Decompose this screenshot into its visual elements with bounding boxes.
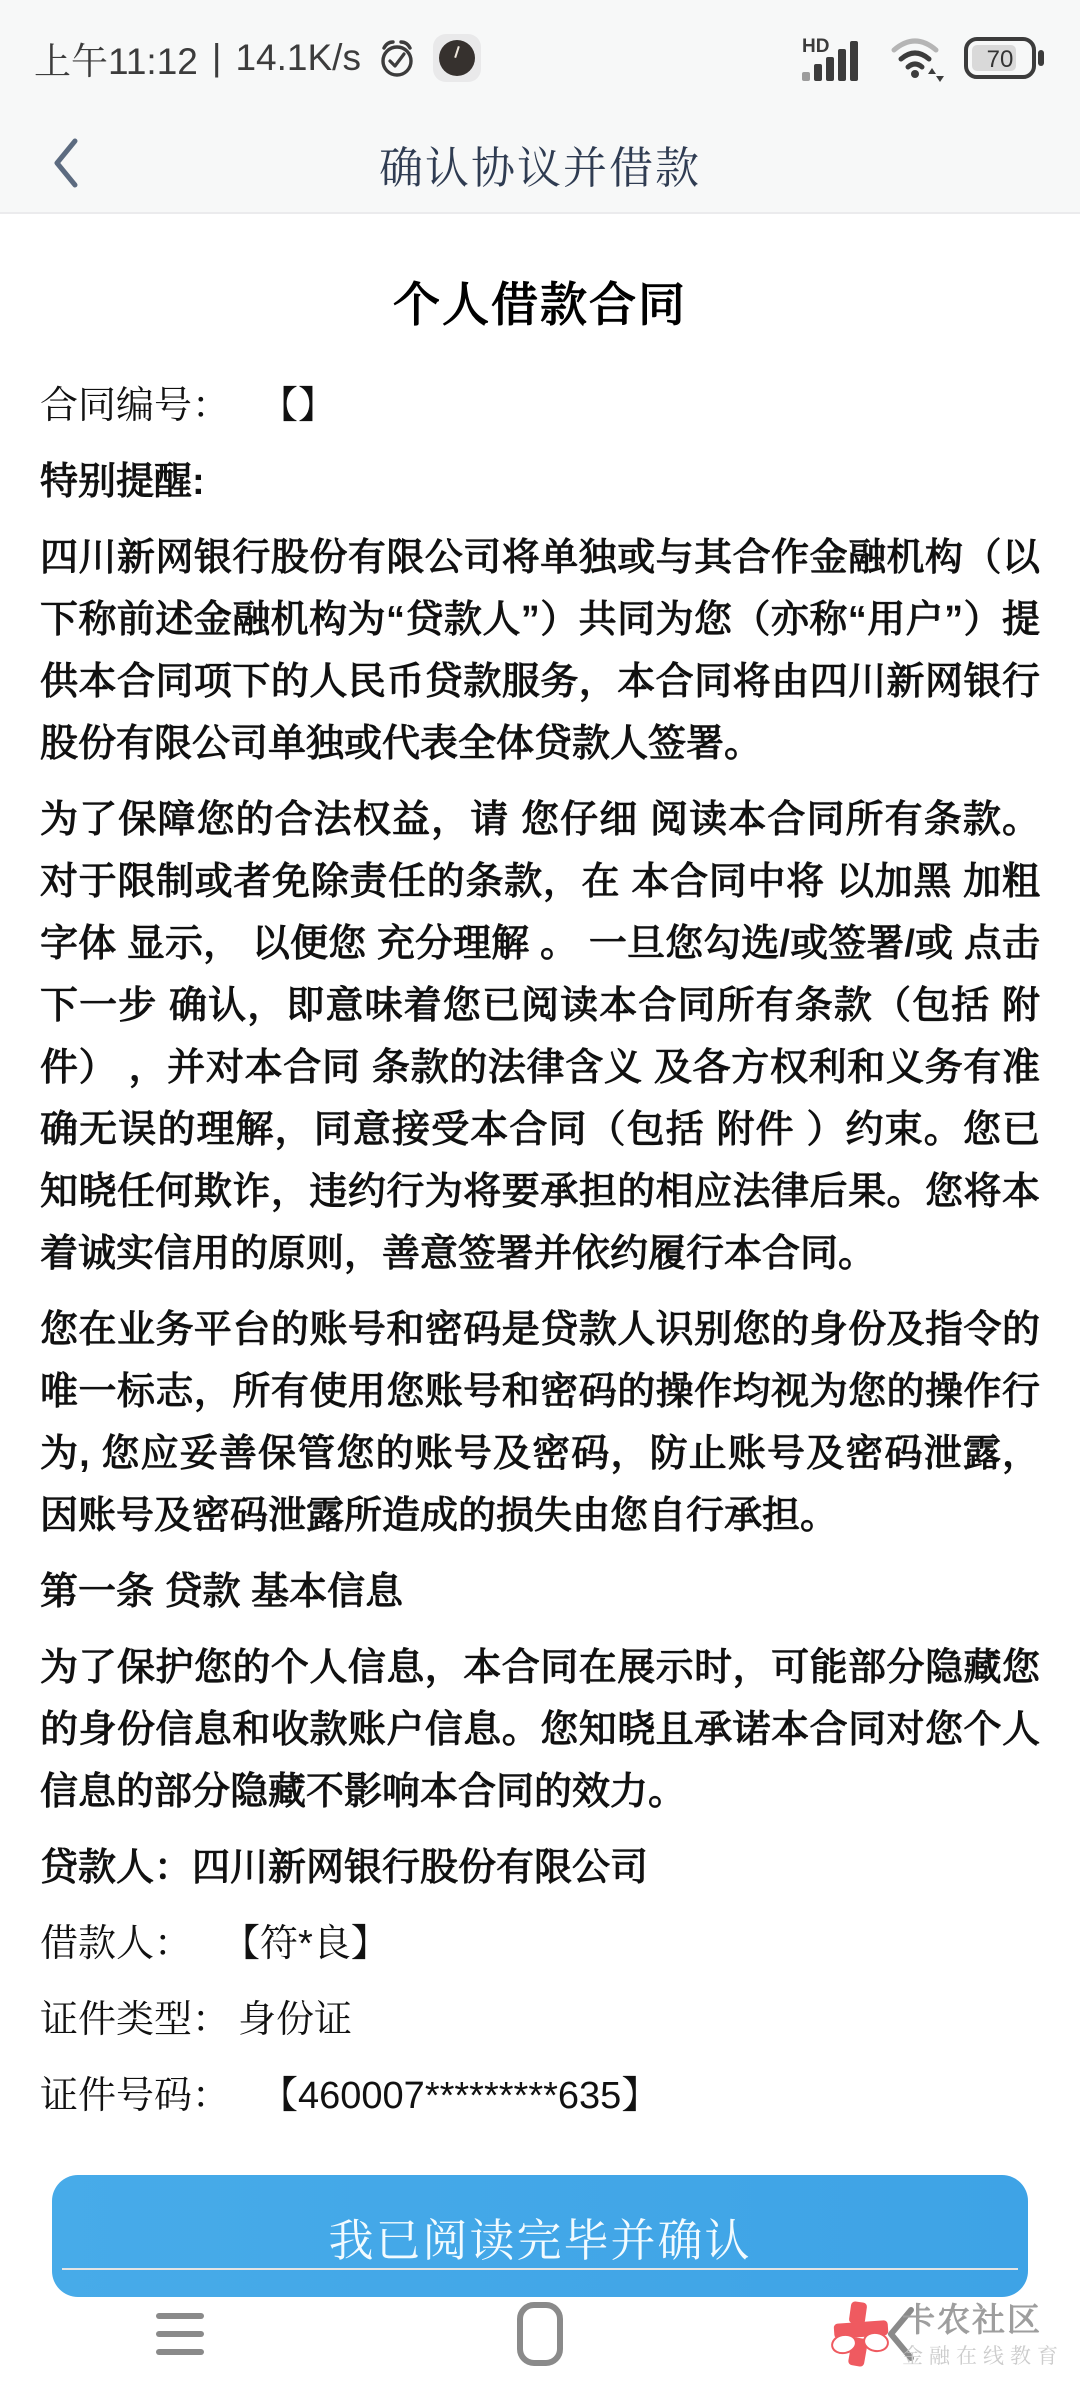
signal-bars-icon (794, 34, 872, 82)
contract-paragraph-2: 为了保障您的合法权益，请 您仔细 阅读本合同所有条款。对于限制或者免除责任的条款，在 本合同中将 以加黑 加粗字体 显示， 以便您 充分理解 。 一旦您勾选/或签署/或 点击下一步 确认，即意味着您已阅读本合同所有条款（包括 附件） ，并对本合同 条款的法律含义 及各方权利和义务有准确无误的理解，同意接受本合同（包括 附件 ）约束。您已知晓任何欺诈，违约行为将要承担的相应法律后果。您将本着诚实信用的原则，善意签署并依约履行本合同。 (40, 799, 1040, 1275)
id-type-line (40, 1989, 1040, 2051)
id-type-value: 身份证 (238, 1999, 353, 2041)
chevron-left-icon (49, 135, 83, 191)
contract-no-label: 合同编号： (40, 385, 231, 427)
home-icon (514, 2301, 566, 2367)
watermark-title: 卡农社区 (902, 2301, 1042, 2339)
id-number-label: 证件号码： (40, 2075, 231, 2117)
status-divider: | (211, 37, 222, 78)
confirm-read-button[interactable]: 我已阅读完毕并确认 (52, 2175, 1028, 2297)
contract-body (0, 214, 1080, 2297)
id-type-label: 证件类型： (40, 1999, 231, 2041)
lender-line (40, 1837, 1040, 1899)
watermark (830, 2300, 1064, 2370)
borrower-label: 借款人： (40, 1923, 193, 1965)
back-button[interactable] (36, 130, 96, 196)
menu-icon (152, 2303, 208, 2365)
contract-paragraph-3: 您在业务平台的账号和密码是贷款人识别您的身份及指令的唯一标志，所有使用您账号和密码的操作均视为您的操作行为, 您应妥善保管您的账号及密码，防止账号及密码泄露，因账号及密码泄露所造成的损失由您自行承担。 (40, 1309, 1040, 1537)
contract-paragraph-4: 为了保护您的个人信息，本合同在展示时，可能部分隐藏您的身份信息和收款账户信息。您知晓且承诺本合同对您个人信息的部分隐藏不影响本合同的效力。 (40, 1647, 1040, 1813)
contract-no-line (40, 375, 1040, 437)
battery-level: 70 (986, 46, 1014, 73)
contract-title: 个人借款合同 (393, 278, 687, 331)
contract-paragraph-1: 四川新网银行股份有限公司将单独或与其合作金融机构（以下称前述金融机构为“贷款人”）共同为您（亦称“用户”）提供本合同项下的人民币贷款服务，本合同将由四川新网银行股份有限公司单独或代表全体贷款人签署。 (40, 537, 1040, 765)
kanong-logo-icon (830, 2300, 892, 2370)
recents-button[interactable] (0, 2303, 360, 2365)
wifi-icon (888, 34, 948, 82)
id-number-line (40, 2065, 1040, 2127)
status-net-speed: 14.1K/s (235, 37, 361, 78)
contract-no-value: 【】 (260, 385, 337, 427)
battery-icon (964, 35, 1046, 81)
lender-label: 贷款人： (40, 1847, 193, 1889)
status-time: 上午11:12 (34, 41, 198, 82)
special-notice-label: 特别提醒: (40, 461, 205, 503)
hd-label: HD (802, 36, 830, 57)
dnd-app-badge-icon (433, 34, 481, 82)
id-number-value: 【460007*********635】 (260, 2075, 660, 2117)
lender-value: 四川新网银行股份有限公司 (192, 1847, 649, 1889)
watermark-subtitle: 金融在线教育 (902, 2344, 1064, 2368)
alarm-icon (375, 36, 419, 80)
borrower-line (40, 1913, 1040, 1975)
app-bar (0, 116, 1080, 214)
section-1-heading: 第一条 贷款 基本信息 (40, 1571, 404, 1613)
home-button[interactable] (360, 2301, 720, 2367)
borrower-value: 【符*良】 (222, 1923, 389, 1965)
page-title: 确认协议并借款 (379, 144, 701, 193)
status-bar (0, 0, 1080, 116)
